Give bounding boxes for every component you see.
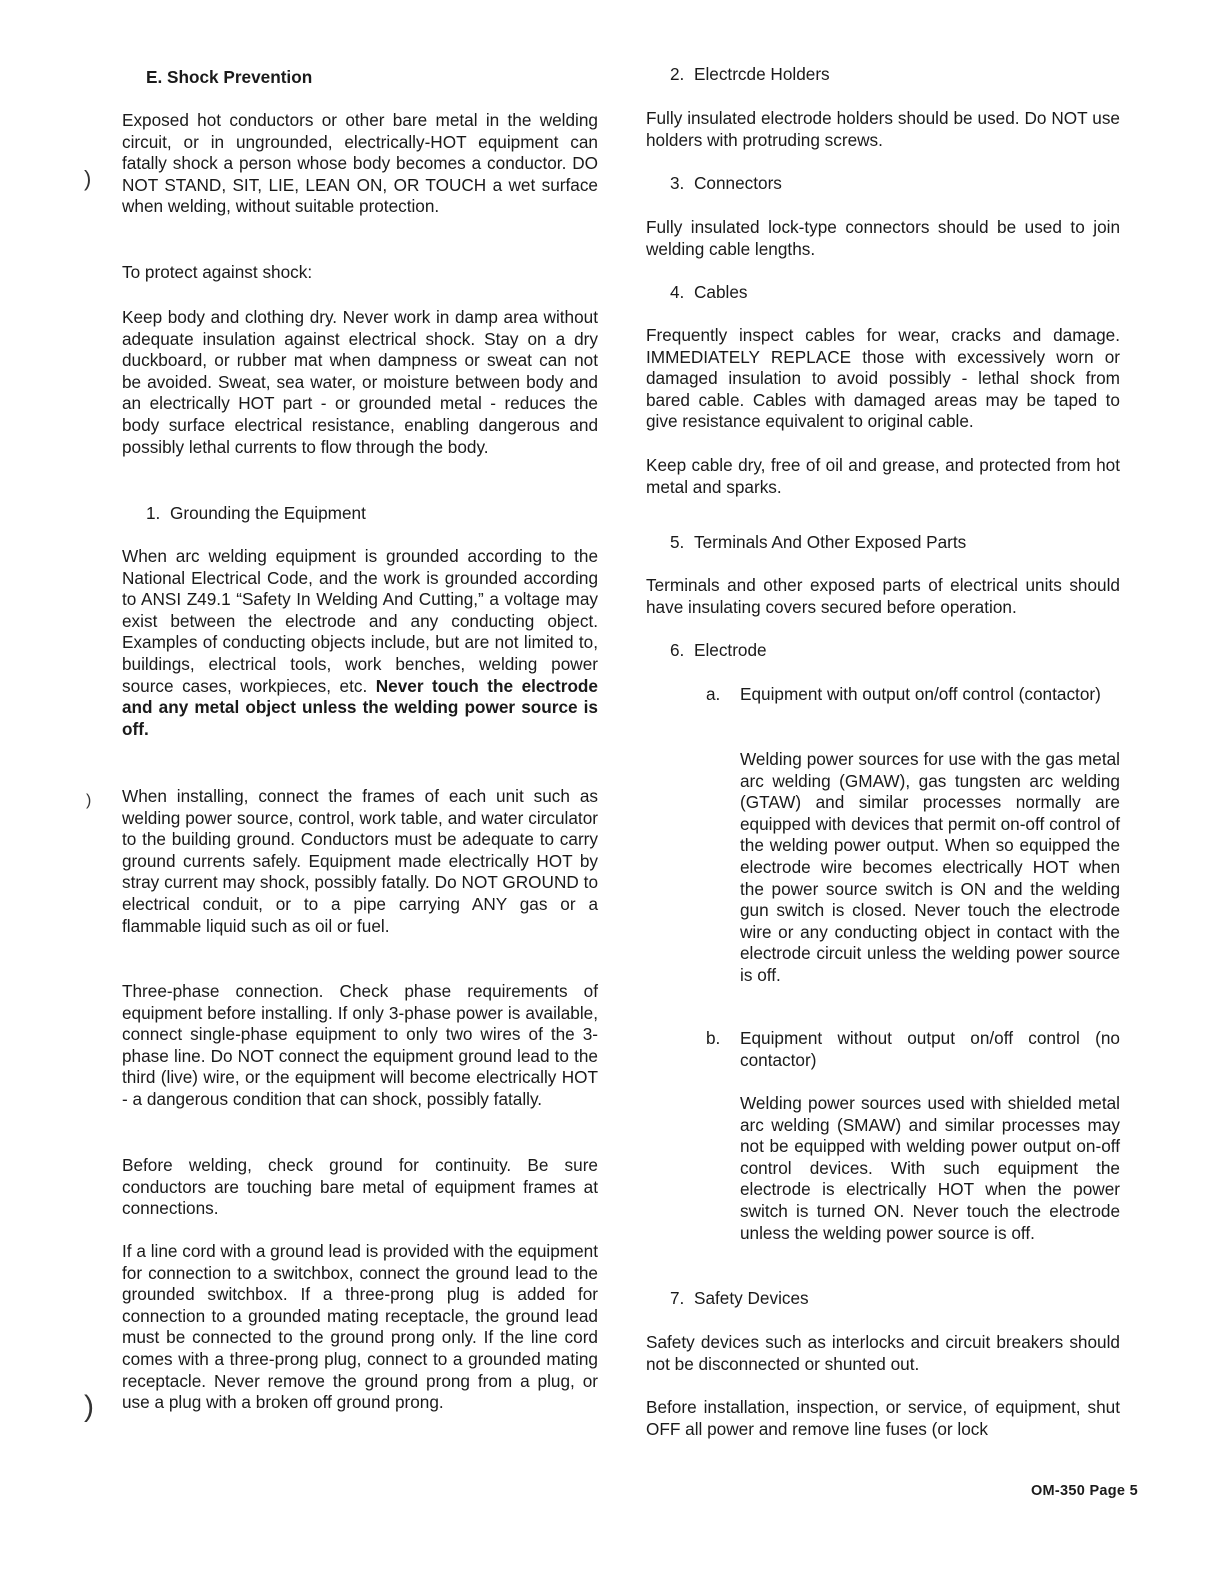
terminals-paragraph: Terminals and other exposed parts of electrical units should have insulating covers secured before operation. [646,575,1120,617]
item-3-heading [646,173,1120,195]
margin-scan-mark: ) [84,1390,94,1423]
item-1-title: Grounding the Equipment [170,503,366,523]
connectors-paragraph: Fully insulated lock-type connectors should be used to join welding cable lengths. [646,217,1120,259]
section-heading-shock-prevention: E. Shock Prevention [146,67,313,87]
before-welding-paragraph: Before welding, check ground for continuity. Be sure conductors are touching bare metal of equipment frames at connections. [122,1155,598,1219]
three-phase-paragraph: Three-phase connection. Check phase requirements of equipment before installing. If only 3-phase power is available, connect single-phase equipment to only two wires of the 3-phase line. Do NOT connect the equipment ground lead to the third (live) wire, or the equipment will become electrically HOT - a dangerous condition that can shock, possibly fatally. [122,981,598,1109]
item-4-number: 4. [670,282,685,302]
item-4-title: Cables [694,282,748,302]
protect-lead: To protect against shock: [122,262,313,282]
item-6b-title: Equipment without output on/off control (no contactor) [740,1028,1120,1070]
line-cord-paragraph: If a line cord with a ground lead is provided with the equipment for connection to a switchbox, connect the ground lead to the grounded switchbox. If a three-prong plug is added for connection to a grounded mating receptacle, the ground lead must be connected to the ground prong only. If the line cord comes with a three-prong plug, connect to a grounded mating receptacle. Never remove the ground prong from a plug, or use a plug with a broken off ground prong. [122,1241,598,1413]
item-7-number: 7. [670,1288,685,1308]
item-5-title: Terminals And Other Exposed Parts [694,532,967,552]
item-3-number: 3. [670,173,685,193]
grounding-warning: Never touch the electrode and any metal object unless the welding power source is off. [122,675,598,739]
intro-paragraph: Exposed hot conductors or other bare metal in the welding circuit, or in ungrounded, electrically-HOT equipment can fatally shock a person whose body becomes a conductor. DO NOT STAND, SIT, LIE, LEAN ON, OR TOUCH a wet surface when welding, without suitable protection. [122,110,598,217]
item-6-title: Electrode [694,640,767,660]
item-4-heading [646,282,1120,304]
item-1-number: 1. [146,503,161,523]
item-7-heading [646,1288,1120,1310]
item-6-heading [646,640,1120,662]
item-6b-heading [706,1028,1120,1071]
before-install-paragraph: Before installation, inspection, or service, of equipment, shut OFF all power and remove line fuses (or lock [646,1397,1120,1439]
margin-scan-mark: ) [86,792,92,809]
keep-cable-paragraph: Keep cable dry, free of oil and grease, and protected from hot metal and sparks. [646,455,1120,497]
cables-paragraph: Frequently inspect cables for wear, cracks and damage. IMMEDIATELY REPLACE those with excessively worn or damaged insulation to avoid possibly - lethal shock from bared cable. Cables with damaged areas may be taped to give resistance equivalent to original cable. [646,325,1120,432]
item-6a-paragraph: Welding power sources for use with the gas metal arc welding (GMAW), gas tungsten arc welding (GTAW) and similar processes normally are equipped with devices that permit on-off control of the welding power output. When so equipped the electrode wire becomes electrically HOT when the power source switch is ON and the welding gun switch is closed. Never touch the electrode wire or any conducting object in contact with the electrode circuit unless the welding power source is off. [740,749,1120,985]
margin-scan-mark: ) [84,166,92,191]
holders-paragraph: Fully insulated electrode holders should be used. Do NOT use holders with protruding screws. [646,108,1120,150]
grounding-paragraph [122,546,598,740]
item-5-heading [646,532,1120,554]
item-6a-letter: a. [706,684,721,704]
keep-dry-paragraph: Keep body and clothing dry. Never work in damp area without adequate insulation against electrical shock. Stay on a dry duckboard, or rubber mat when dampness or sweat can not be avoided. Sweat, sea water, or moisture between body and an electrically HOT part - or grounded metal - reduces the body surface electrical resistance, enabling dangerous and possibly lethal currents to flow through the body. [122,307,598,457]
item-6-number: 6. [670,640,685,660]
item-7-title: Safety Devices [694,1288,809,1308]
page-footer-label: OM-350 Page 5 [1030,1483,1138,1499]
installing-paragraph: When installing, connect the frames of each unit such as welding power source, control, work table, and water circulator to the building ground. Conductors must be adequate to carry ground currents safely. Equipment made electrically HOT by stray current may shock, possibly fatally. Do NOT GROUND to electrical conduit, or to a pipe carrying ANY gas or a flammable liquid such as oil or fuel. [122,786,598,936]
item-2-title: Electrcde Holders [694,64,830,84]
item-6b-letter: b. [706,1028,721,1048]
item-2-heading [646,64,1120,86]
item-3-title: Connectors [694,173,782,193]
item-6a-heading [706,684,1120,706]
item-2-number: 2. [670,64,685,84]
safety-paragraph: Safety devices such as interlocks and circuit breakers should not be disconnected or shunted out. [646,1332,1120,1374]
grounding-text: When arc welding equipment is grounded according to the National Electrical Code, and the work is grounded according to ANSI Z49.1 “Safety In Welding And Cutting,” a voltage may exist between the electrode and any conducting object. Examples of conducting objects include, but are not limited to, buildings, electrical tools, work benches, welding power source cases, workpieces, etc. [122,546,598,696]
item-5-number: 5. [670,532,685,552]
item-1-heading [122,503,598,525]
item-6b-paragraph: Welding power sources used with shielded metal arc welding (SMAW) and similar processes may not be equipped with welding power output on-off control devices. With such equipment the electrode is electrically HOT when the power switch is turned ON. Never touch the electrode unless the welding power source is off. [740,1093,1120,1243]
item-6a-title: Equipment with output on/off control (contactor) [740,684,1101,704]
